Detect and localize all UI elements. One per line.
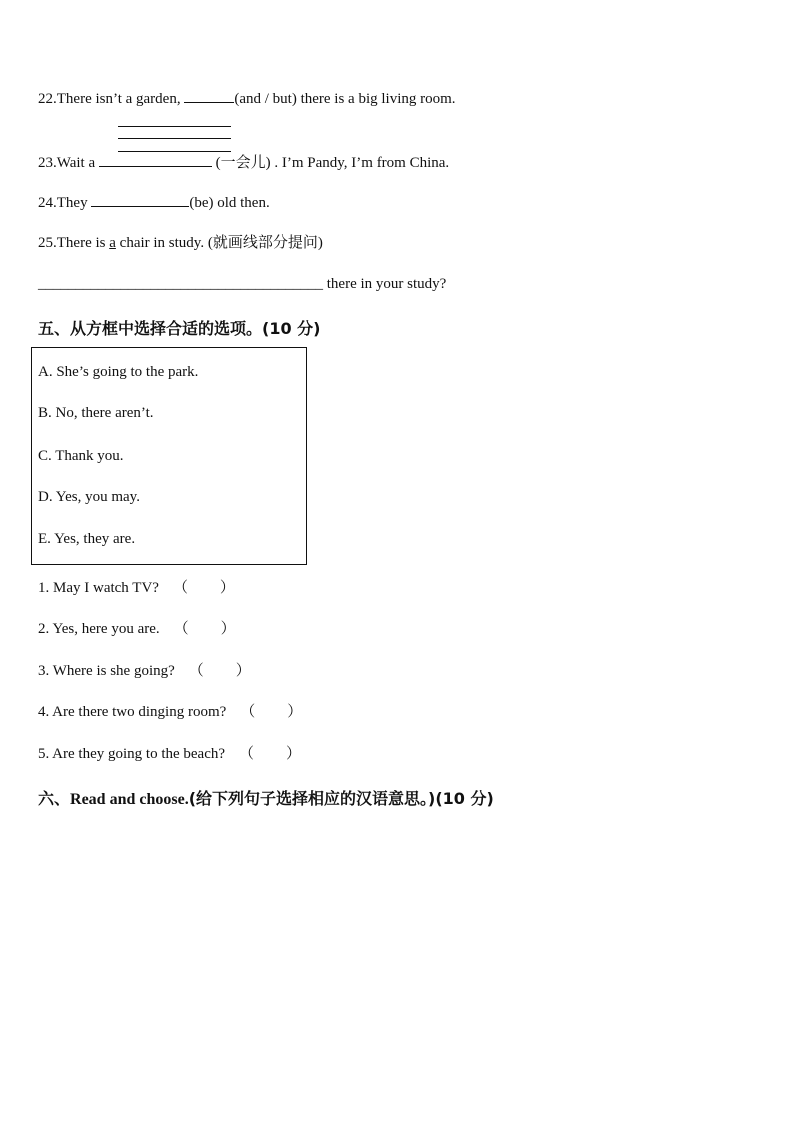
- question-number: 22.: [38, 91, 57, 107]
- match-question-5: 5. Are they going to the beach? （ ）: [38, 746, 302, 762]
- option-c: C. Thank you.: [38, 448, 124, 464]
- answer-blank[interactable]: [91, 192, 189, 207]
- section-6-heading: 六、Read and choose.(给下列句子选择相应的汉语意思。)(10 分): [38, 789, 494, 808]
- question-number: 24.: [38, 195, 57, 211]
- match-question-4: 4. Are there two dinging room? （ ）: [38, 704, 303, 720]
- section-5-heading: 五、从方框中选择合适的选项。(10 分): [38, 319, 321, 338]
- answer-parentheses[interactable]: （ ）: [188, 663, 251, 679]
- answer-blank[interactable]: ______________________________________: [38, 276, 323, 292]
- answer-blank[interactable]: [99, 152, 212, 167]
- answer-blank[interactable]: [184, 88, 234, 103]
- answer-parentheses[interactable]: （ ）: [240, 704, 303, 720]
- question-25: 25.There is a chair in study. (就画线部分提问): [38, 235, 323, 251]
- option-a: A. She’s going to the park.: [38, 364, 199, 380]
- answer-line: [118, 126, 231, 127]
- option-b: B. No, there aren’t.: [38, 405, 154, 421]
- match-question-2: 2. Yes, here you are. （ ）: [38, 621, 236, 637]
- question-25-answer: ______________________________________ there in your study?: [38, 276, 447, 292]
- answer-parentheses[interactable]: （ ）: [173, 621, 236, 637]
- answer-parentheses[interactable]: （ ）: [172, 580, 235, 596]
- underlined-word: a: [109, 235, 116, 251]
- question-23: 23.Wait a (一会儿) . I’m Pandy, I’m from China.: [38, 152, 449, 172]
- match-question-1: 1. May I watch TV? （ ）: [38, 580, 235, 596]
- option-d: D. Yes, you may.: [38, 489, 140, 505]
- answer-line: [118, 138, 231, 139]
- question-number: 25.: [38, 235, 57, 251]
- question-number: 23.: [38, 155, 57, 171]
- answer-parentheses[interactable]: （ ）: [239, 746, 302, 762]
- question-22: 22.There isn’t a garden, (and / but) there is a big living room.: [38, 88, 456, 108]
- question-24: 24.They (be) old then.: [38, 192, 270, 212]
- option-e: E. Yes, they are.: [38, 531, 136, 547]
- match-question-3: 3. Where is she going? （ ）: [38, 663, 251, 679]
